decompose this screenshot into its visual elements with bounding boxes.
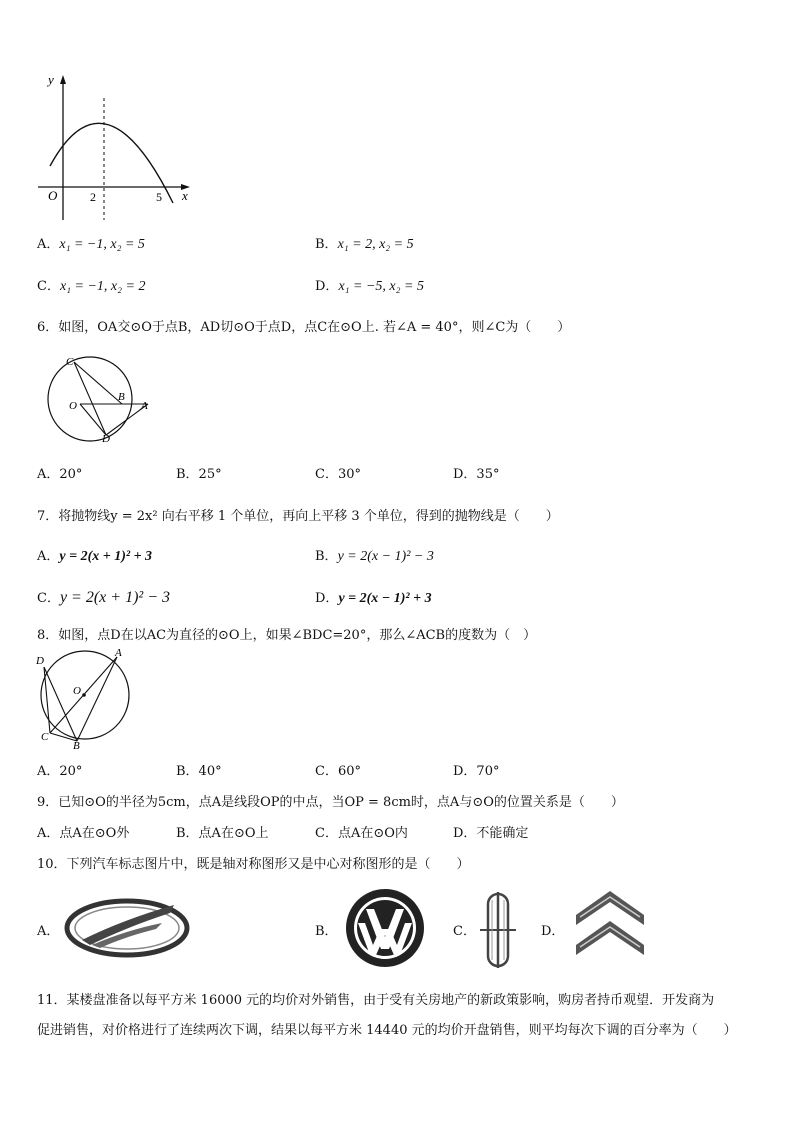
q6-option-c: C．30° <box>315 467 361 482</box>
q8-question: 8．如图，点D在以AC为直径的⊙O上，如果∠BDC=20°，那么∠ACB的度数为（ ） <box>37 628 537 643</box>
option-text: y = 2(x − 1)² + 3 <box>338 591 432 606</box>
q5-option-d <box>315 275 424 295</box>
q10-question: 10．下列汽车标志图片中，既是轴对称图形又是中心对称图形的是（ ） <box>37 857 470 872</box>
q7-option-b <box>315 545 434 565</box>
tick-2-label: 2 <box>90 190 96 204</box>
q11-question-line2: 促进销售，对价格进行了连续两次下调，结果以每平方米 14440 元的均价开盘销售，则平均每次下调的百分率为（ ） <box>37 1023 737 1038</box>
oldsmobile-logo-icon <box>62 895 192 960</box>
option-letter: D． <box>315 279 339 294</box>
option-letter: D． <box>315 591 339 606</box>
point-d-label: D <box>36 655 44 667</box>
q10-option-d-label: D． <box>541 924 565 939</box>
q10-option-b-label: B． <box>315 924 338 939</box>
option-letter: B． <box>315 237 338 252</box>
point-d-label: D <box>102 433 110 444</box>
q7-question: 7．将抛物线y = 2x² 向右平移 1 个单位，再向上平移 3 个单位，得到的抛物线是（ ） <box>37 509 559 524</box>
option-letter: B． <box>315 549 338 564</box>
point-o-label: O <box>73 685 81 697</box>
point-c-label: C <box>41 731 49 743</box>
q7-option-d <box>315 587 432 607</box>
q8-option-c: C．60° <box>315 764 361 779</box>
volkswagen-logo-icon <box>344 887 426 969</box>
q5-option-b <box>315 233 414 253</box>
q7-option-c <box>37 587 170 607</box>
q9-option-c: C．点A在⊙O内 <box>315 826 408 841</box>
q8-circle-figure <box>33 645 138 750</box>
q5-option-a <box>37 233 145 253</box>
q9-question: 9．已知⊙O的半径为5cm，点A是线段OP的中点，当OP = 8cm时，点A与⊙O的位置关系是（ ） <box>37 795 624 810</box>
q8-option-d: D．70° <box>453 764 500 779</box>
option-text: y = 2(x − 1)² − 3 <box>337 549 434 564</box>
option-letter: C． <box>37 591 60 606</box>
q9-option-d: D．不能确定 <box>453 826 529 841</box>
option-letter: C． <box>37 279 60 294</box>
q10-option-a-label: A． <box>37 924 60 939</box>
x-axis-label: x <box>182 188 188 203</box>
option-text: y = 2(x + 1)² − 3 <box>59 589 170 606</box>
y-axis-label: y <box>48 72 54 87</box>
q6-circle-figure <box>40 352 160 444</box>
option-text: x₁ = 2, x₂ = 5 <box>337 237 414 252</box>
option-letter: A． <box>37 237 60 252</box>
point-a-label: A <box>115 647 122 659</box>
q11-question-line1: 11．某楼盘准备以每平方米 16000 元的均价对外销售，由于受有关房地产的新政策影响，购房者持币观望．开发商为 <box>37 993 715 1008</box>
q6-question: 6．如图，OA交⊙O于点B，AD切⊙O于点D，点C在⊙O上. 若∠A = 40°，则∠C为（ ） <box>37 320 571 335</box>
option-text: x₁ = −1, x₂ = 5 <box>59 237 145 252</box>
option-text: y = 2(x + 1)² + 3 <box>59 549 153 564</box>
option-letter: A． <box>37 549 60 564</box>
point-b-label: B <box>118 391 125 403</box>
citroen-logo-icon <box>570 885 650 967</box>
point-a-label: A <box>141 400 148 412</box>
option-text: x₁ = −5, x₂ = 5 <box>338 279 424 294</box>
q6-option-a: A．20° <box>37 467 83 482</box>
q6-option-d: D．35° <box>453 467 500 482</box>
point-b-label: B <box>73 740 80 750</box>
q10-option-c-label: C． <box>453 924 476 939</box>
lincoln-logo-icon <box>478 890 518 970</box>
q7-option-a <box>37 545 152 565</box>
point-o-label: O <box>69 400 77 412</box>
q9-option-b: B．点A在⊙O上 <box>176 826 269 841</box>
q6-option-b: B．25° <box>176 467 222 482</box>
q9-option-a: A．点A在⊙O外 <box>37 826 130 841</box>
q8-option-b: B．40° <box>176 764 222 779</box>
parabola-graph <box>30 70 200 225</box>
q8-option-a: A．20° <box>37 764 83 779</box>
point-c-label: C <box>66 356 74 368</box>
origin-label: O <box>48 188 58 203</box>
tick-5-label: 5 <box>156 190 162 204</box>
q5-option-c <box>37 275 145 295</box>
option-text: x₁ = −1, x₂ = 2 <box>59 279 146 294</box>
